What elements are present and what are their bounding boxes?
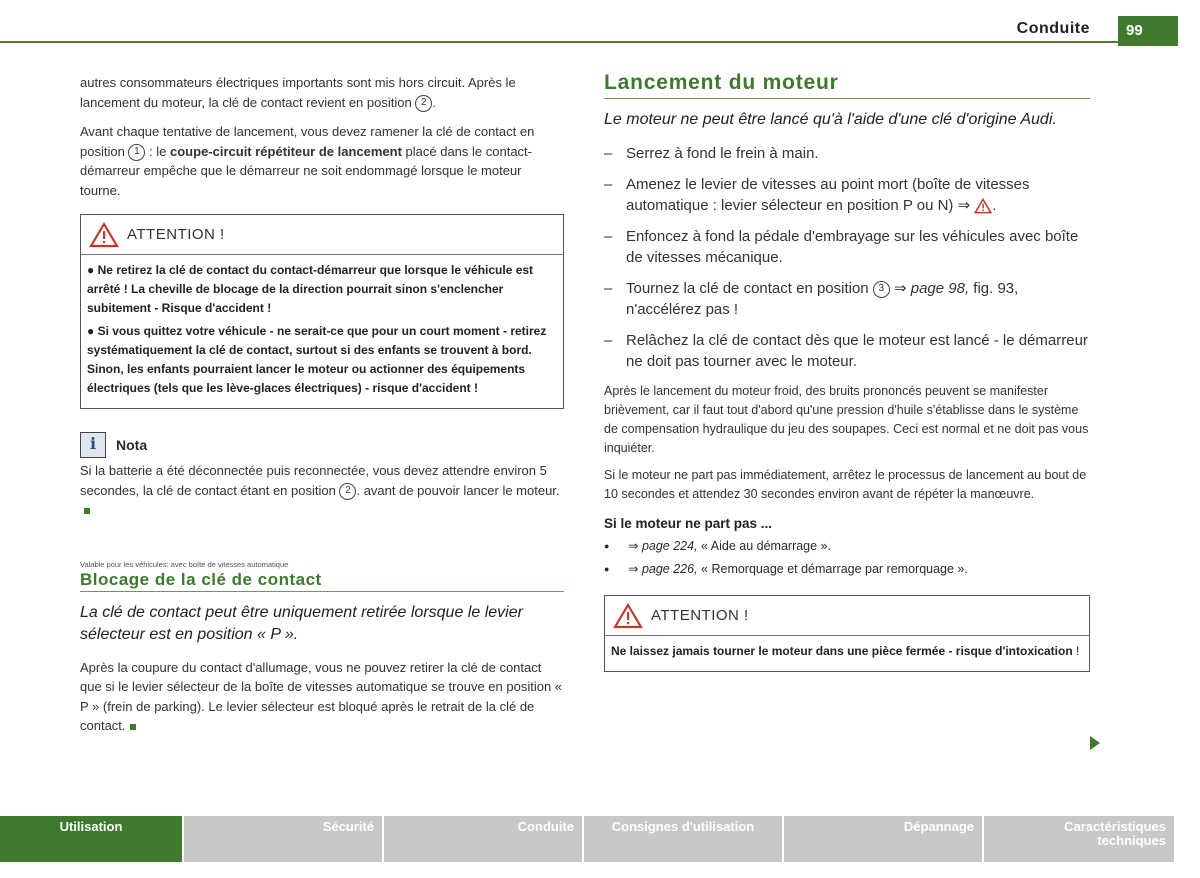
ref-arrow: ⇒ xyxy=(889,280,911,297)
position-1-marker: 1 xyxy=(128,144,145,161)
page-ref-link[interactable]: ⇒ page 224, xyxy=(628,539,698,553)
step-item xyxy=(604,174,1090,216)
reference-item xyxy=(604,558,1090,581)
step-text: Amenez le levier de vitesses au point mort (boîte de vitesses automatique : levier sélecteur en position P ou N) ⇒ xyxy=(626,176,1030,214)
attention-body xyxy=(605,636,1089,671)
position-2-marker: 2 xyxy=(339,483,356,500)
right-column xyxy=(604,71,1090,672)
warning-icon xyxy=(89,222,119,248)
attention-header xyxy=(81,215,563,255)
end-mark-icon xyxy=(84,508,90,514)
subheading-no-start: Si le moteur ne part pas ... xyxy=(604,516,773,531)
attention-item: ● Ne retirez la clé de contact du contact-démarreur que lorsque le véhicule est arrêté ! La cheville de blocage de la direction pourrait sinon s'enclencher subitement - Risque d'accident ! xyxy=(87,263,534,315)
tab-depannage[interactable]: Dépannage xyxy=(784,816,982,862)
page-ref-link[interactable]: page 98, xyxy=(910,280,970,297)
intro-text: autres consommateurs électriques importants sont mis hors circuit. Après le lancement du moteur, la clé de contact revient en position xyxy=(80,75,516,110)
attention-item: ● Si vous quittez votre véhicule - ne serait-ce que pour un court moment - retirez systématiquement la clé de contact, surtout si des enfants se trouvent à bord. Sinon, les enfants pourraient lancer le moteur ou actionner des équipements électriques (tels que les lève-glaces électriques) - risque d'accident ! xyxy=(87,324,547,395)
nota-paragraph xyxy=(80,461,564,520)
period: . xyxy=(992,197,997,214)
reset-text-b: : le xyxy=(145,143,171,159)
reset-text-c: placé dans le contact-démarreur empêche que le démarreur ne soit endommagé lorsque le moteur tourne. xyxy=(80,143,532,198)
step-item: – Serrez à fond le frein à main. xyxy=(604,143,1090,164)
header-rule xyxy=(0,41,1118,43)
blocage-text: Après la coupure du contact d'allumage, vous ne pouvez retirer la clé de contact que si le levier sélecteur de la boîte de vitesses automatique se trouve en position « P » (frein de parking). Le levier sélecteur est bloqué après le retrait de la clé de contact. xyxy=(80,659,563,733)
position-3-marker: 3 xyxy=(873,281,890,298)
validity-note: Valable pour les véhicules: avec boîte de vitesses automatique xyxy=(80,559,289,569)
attention-body xyxy=(81,255,563,408)
section-heading-blocage: Blocage de la clé de contact xyxy=(80,570,564,592)
footer-tabs xyxy=(0,816,1200,862)
nota-text-b: . avant de pouvoir lancer le moteur. xyxy=(356,482,560,498)
section-title: Conduite xyxy=(1016,20,1090,37)
nota-title: Nota xyxy=(116,437,148,453)
warning-icon xyxy=(613,603,643,629)
reset-bold: coupe-circuit répétiteur de lancement xyxy=(170,143,402,159)
reference-item xyxy=(604,535,1090,558)
warning-icon xyxy=(974,198,992,214)
reset-text-a: Avant chaque tentative de lancement, vous devez ramener la clé de contact en position xyxy=(80,124,535,159)
reset-paragraph xyxy=(80,122,564,200)
intro-paragraph xyxy=(80,73,564,112)
blocage-paragraph xyxy=(80,658,564,736)
lead-blocage: La clé de contact peut être uniquement retirée lorsque le levier sélecteur est en position « P ». xyxy=(80,603,523,643)
nota-text-a: Si la batterie a été déconnectée puis reconnectée, vous devez attendre environ 5 secondes, la clé de contact étant en position xyxy=(80,463,547,498)
steps-list xyxy=(604,143,1090,372)
tab-securite[interactable]: Sécurité xyxy=(184,816,382,862)
step-item: – Relâchez la clé de contact dès que le moteur est lancé - le démarreur ne doit pas tourner avec le moteur. xyxy=(604,330,1090,372)
reference-text: « Aide au démarrage ». xyxy=(697,539,831,553)
attention-item xyxy=(611,642,1081,661)
tab-conduite[interactable]: Conduite xyxy=(384,816,582,862)
cold-start-paragraph: Après le lancement du moteur froid, des bruits prononcés peuvent se manifester brièvement, car il faut tout d'abord qu'une pression d'huile s'établisse dans le système de compensation hydraulique du jeu des soupapes. Ceci est normal et ne doit pas vous inquiéter. xyxy=(604,384,1089,455)
step-text: fig. 93, n'accélérez pas ! xyxy=(626,280,1019,318)
attention-header xyxy=(605,596,1089,636)
continue-arrow-icon xyxy=(1090,736,1100,750)
page-number: 99 xyxy=(1118,16,1178,46)
section-heading-lancement: Lancement du moteur xyxy=(604,71,1090,99)
tab-utilisation[interactable]: Utilisation xyxy=(0,816,182,862)
reference-list xyxy=(604,535,1090,581)
end-mark-icon xyxy=(130,724,136,730)
left-column xyxy=(80,73,564,736)
step-item: – Enfoncez à fond la pédale d'embrayage sur les véhicules avec boîte de vitesses mécanique. xyxy=(604,226,1090,268)
page-ref-link[interactable]: ⇒ page 226, xyxy=(628,562,698,576)
tab-consignes[interactable]: Consignes d'utilisation xyxy=(584,816,782,862)
nota-header xyxy=(80,431,564,459)
lead-lancement: Le moteur ne peut être lancé qu'à l'aide d'une clé d'origine Audi. xyxy=(604,111,1057,128)
position-2-marker: 2 xyxy=(415,95,432,112)
attention-bold-text: Ne laissez jamais tourner le moteur dans une pièce fermée - risque d'intoxication xyxy=(611,644,1073,658)
tab-caracteristiques[interactable]: Caractéristiques techniques xyxy=(984,816,1174,862)
period: . xyxy=(432,94,436,110)
reference-text: « Remorquage et démarrage par remorquage ». xyxy=(697,562,968,576)
attention-title: ATTENTION ! xyxy=(127,226,225,243)
retry-paragraph: Si le moteur ne part pas immédiatement, arrêtez le processus de lancement au bout de 10 secondes et attendez 30 secondes environ avant de répéter la manœuvre. xyxy=(604,468,1087,501)
attention-box-left xyxy=(80,214,564,409)
notes-block xyxy=(604,382,1090,504)
attention-box-right xyxy=(604,595,1090,672)
step-text: Tournez la clé de contact en position xyxy=(626,280,869,297)
attention-end: ! xyxy=(1072,644,1080,658)
step-item xyxy=(604,278,1090,320)
info-icon: i xyxy=(80,432,106,458)
attention-title: ATTENTION ! xyxy=(651,607,749,624)
